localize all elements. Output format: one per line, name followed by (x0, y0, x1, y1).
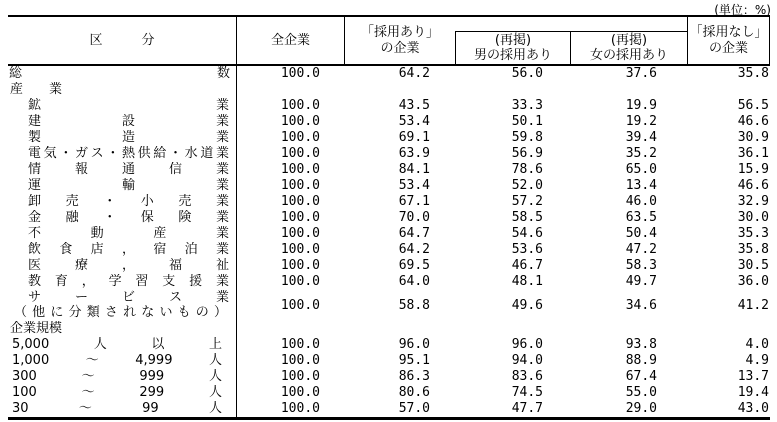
row-label-cell (8, 114, 237, 130)
row-label: 企業規模 (10, 321, 63, 336)
row-label-cell (8, 337, 237, 353)
row-label-cell (8, 210, 237, 226)
header-hired-line2: の企業 (380, 40, 420, 56)
row-label-line2: （他に分類されないもの） (14, 305, 227, 320)
value-cell: 96.0 (398, 337, 430, 352)
value-cell: 59.8 (511, 130, 543, 145)
table-row (8, 385, 770, 401)
value-cell: 35.8 (737, 242, 769, 257)
value-cell: 35.2 (625, 146, 657, 161)
row-label-cell (8, 98, 237, 114)
value-cell: 93.8 (625, 337, 657, 352)
value-cell: 56.9 (511, 146, 543, 161)
row-label: 鉱業 (28, 98, 229, 113)
value-cell: 56.0 (511, 66, 543, 81)
row-label-cell (8, 353, 237, 369)
value-cell: 100.0 (280, 353, 320, 368)
table-row (8, 274, 770, 290)
row-label: 電気・ガス・熱供給・水道業 (28, 146, 229, 161)
row-label-cell (8, 274, 237, 290)
header-not-hired-line1: 「採用なし」 (689, 24, 768, 40)
value-cell: 67.4 (625, 369, 657, 384)
value-cell: 69.5 (398, 258, 430, 273)
value-cell: 30.5 (737, 258, 769, 273)
row-label-cell (8, 290, 237, 321)
table-body (8, 66, 770, 420)
value-cell: 95.1 (398, 353, 430, 368)
unit-note: (単位：%) (714, 3, 771, 17)
value-cell: 34.6 (625, 298, 657, 313)
row-label-cell (8, 194, 237, 210)
value-cell: 88.9 (625, 353, 657, 368)
table-row (8, 146, 770, 162)
row-label-cell (8, 178, 237, 194)
value-cell: 64.2 (398, 66, 430, 81)
value-cell: 32.9 (737, 194, 769, 209)
value-cell: 100.0 (280, 98, 320, 113)
value-cell (345, 321, 455, 337)
header-not-hired-companies (687, 17, 770, 64)
value-cell: 64.7 (398, 226, 430, 241)
row-label: 運輸業 (28, 178, 229, 193)
value-cell: 70.0 (398, 210, 430, 225)
value-cell: 36.0 (737, 274, 769, 289)
row-label: 卸売・小売業 (28, 194, 229, 209)
value-cell: 100.0 (280, 226, 320, 241)
value-cell: 67.1 (398, 194, 430, 209)
value-cell: 63.5 (625, 210, 657, 225)
row-label: 製造業 (28, 130, 229, 145)
row-label-cell (8, 130, 237, 146)
header-female-hired (570, 31, 687, 64)
value-cell: 56.5 (737, 98, 769, 113)
value-cell: 46.0 (625, 194, 657, 209)
row-label-cell (8, 401, 237, 417)
table-row (8, 401, 770, 417)
table-header (8, 15, 770, 66)
row-label: 30 ～ 99 人 (12, 401, 222, 416)
value-cell: 80.6 (398, 385, 430, 400)
value-cell: 19.2 (625, 114, 657, 129)
table-row (8, 130, 770, 146)
header-category (8, 17, 237, 64)
value-cell: 50.1 (511, 114, 543, 129)
value-cell: 69.1 (398, 130, 430, 145)
table-row (8, 321, 770, 337)
value-cell: 13.7 (737, 369, 769, 384)
value-cell: 57.2 (511, 194, 543, 209)
value-cell: 53.4 (398, 114, 430, 129)
value-cell: 36.1 (737, 146, 769, 161)
table-row (8, 242, 770, 258)
row-label-cell (8, 258, 237, 274)
value-cell: 100.0 (280, 66, 320, 81)
value-cell: 65.0 (625, 162, 657, 177)
table-row (8, 337, 770, 353)
row-label: 300 ～ 999 人 (12, 369, 222, 384)
header-all-companies (237, 17, 345, 64)
table-row (8, 210, 770, 226)
row-label: 不動産業 (28, 226, 229, 241)
value-cell: 49.6 (511, 298, 543, 313)
header-female-line1: (再掲) (610, 33, 648, 48)
table-row (8, 369, 770, 385)
table-row (8, 194, 770, 210)
row-label-cell (8, 82, 237, 98)
header-male-line2: 男の採用あり (473, 48, 552, 63)
value-cell: 35.3 (737, 226, 769, 241)
value-cell: 41.2 (737, 298, 769, 313)
value-cell: 83.6 (511, 369, 543, 384)
row-label-cell (8, 146, 237, 162)
value-cell: 100.0 (280, 210, 320, 225)
table-row (8, 226, 770, 242)
value-cell: 100.0 (280, 385, 320, 400)
row-label: 教育，学習支援業 (28, 274, 229, 289)
row-label-cell (8, 321, 237, 337)
value-cell: 100.0 (280, 369, 320, 384)
value-cell: 58.5 (511, 210, 543, 225)
value-cell: 100.0 (280, 274, 320, 289)
row-label-cell (8, 162, 237, 178)
value-cell: 100.0 (280, 258, 320, 273)
value-cell: 100.0 (280, 178, 320, 193)
value-cell: 43.0 (737, 401, 769, 416)
row-label: 金融・保険業 (28, 210, 229, 225)
value-cell: 94.0 (511, 353, 543, 368)
value-cell (455, 321, 570, 337)
table-row (8, 114, 770, 130)
value-cell: 19.9 (625, 98, 657, 113)
value-cell: 63.9 (398, 146, 430, 161)
header-not-hired-line2: の企業 (708, 40, 748, 56)
value-cell: 55.0 (625, 385, 657, 400)
row-label: 100 ～ 299 人 (12, 385, 222, 400)
row-label-cell (8, 385, 237, 401)
value-cell: 78.6 (511, 162, 543, 177)
value-cell (455, 82, 570, 98)
value-cell: 48.1 (511, 274, 543, 289)
header-hired-line1: 「採用あり」 (360, 24, 439, 40)
table-row (8, 162, 770, 178)
row-label: 飲食店，宿泊業 (28, 242, 229, 257)
row-label: 総数 (9, 66, 230, 81)
value-cell: 39.4 (625, 130, 657, 145)
value-cell: 4.0 (745, 337, 769, 352)
value-cell: 15.9 (737, 162, 769, 177)
value-cell: 53.4 (398, 178, 430, 193)
row-label-cell (8, 369, 237, 385)
value-cell (570, 82, 687, 98)
header-male-hired (455, 31, 570, 64)
header-all-companies-label: 全企業 (270, 32, 310, 48)
value-cell: 84.1 (398, 162, 430, 177)
value-cell (570, 321, 687, 337)
value-cell: 49.7 (625, 274, 657, 289)
value-cell: 100.0 (280, 130, 320, 145)
value-cell: 54.6 (511, 226, 543, 241)
table-row (8, 290, 770, 321)
value-cell: 30.9 (737, 130, 769, 145)
value-cell: 43.5 (398, 98, 430, 113)
value-cell: 46.7 (511, 258, 543, 273)
value-cell: 100.0 (280, 242, 320, 257)
value-cell: 37.6 (625, 66, 657, 81)
table-row (8, 178, 770, 194)
value-cell (687, 82, 770, 98)
value-cell: 100.0 (280, 114, 320, 129)
value-cell: 74.5 (511, 385, 543, 400)
value-cell: 86.3 (398, 369, 430, 384)
row-label: 5,000 人 以 上 (12, 337, 222, 352)
value-cell: 53.6 (511, 242, 543, 257)
value-cell: 52.0 (511, 178, 543, 193)
header-female-line2: 女の採用あり (589, 48, 668, 63)
value-cell: 64.2 (398, 242, 430, 257)
value-cell: 35.8 (737, 66, 769, 81)
value-cell: 58.8 (398, 298, 430, 313)
value-cell: 33.3 (511, 98, 543, 113)
header-male-line1: (再掲) (494, 33, 532, 48)
header-category-label: 区 分 (89, 32, 155, 48)
value-cell: 100.0 (280, 337, 320, 352)
row-label: サービス業 (28, 290, 229, 305)
value-cell: 30.0 (737, 210, 769, 225)
row-label-cell (8, 66, 237, 82)
value-cell: 64.0 (398, 274, 430, 289)
value-cell: 47.2 (625, 242, 657, 257)
value-cell: 96.0 (511, 337, 543, 352)
value-cell: 57.0 (398, 401, 430, 416)
value-cell (345, 82, 455, 98)
value-cell: 100.0 (280, 146, 320, 161)
value-cell: 100.0 (280, 162, 320, 177)
value-cell: 19.4 (737, 385, 769, 400)
table-row (8, 82, 770, 98)
value-cell: 100.0 (280, 194, 320, 209)
table-row (8, 98, 770, 114)
table-row (8, 353, 770, 369)
row-label-cell (8, 226, 237, 242)
value-cell: 100.0 (280, 401, 320, 416)
value-cell: 29.0 (625, 401, 657, 416)
value-cell: 13.4 (625, 178, 657, 193)
row-label: 建設業 (28, 114, 229, 129)
value-cell: 46.6 (737, 178, 769, 193)
value-cell (237, 321, 345, 337)
value-cell: 47.7 (511, 401, 543, 416)
row-label: 産 業 (10, 82, 63, 97)
row-label-cell (8, 242, 237, 258)
table-row (8, 66, 770, 82)
value-cell: 100.0 (280, 298, 320, 313)
value-cell: 46.6 (737, 114, 769, 129)
row-label: 医療，福祉 (28, 258, 229, 273)
value-cell: 4.9 (745, 353, 769, 368)
table-row (8, 258, 770, 274)
header-hired-companies (345, 17, 455, 64)
value-cell (687, 321, 770, 337)
value-cell (237, 82, 345, 98)
row-label: 情報通信業 (28, 162, 229, 177)
row-label: 1,000 ～ 4,999 人 (12, 353, 222, 368)
value-cell: 50.4 (625, 226, 657, 241)
statistics-table (8, 15, 770, 420)
value-cell: 58.3 (625, 258, 657, 273)
